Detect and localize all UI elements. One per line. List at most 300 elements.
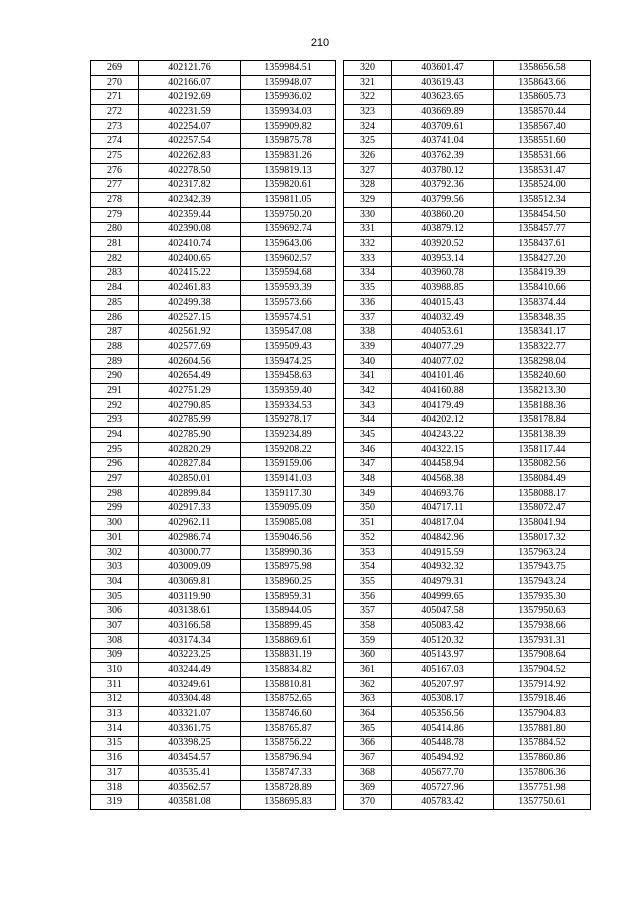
point-number-cell: 348: [344, 472, 392, 487]
x-coordinate-cell: 403000.77: [139, 545, 241, 560]
y-coordinate-cell: 1357918.46: [494, 692, 591, 707]
y-coordinate-cell: 1357750.61: [494, 795, 591, 810]
x-coordinate-cell: 403623.65: [392, 90, 494, 105]
y-coordinate-cell: 1359509.43: [241, 340, 336, 355]
x-coordinate-cell: 402527.15: [139, 310, 241, 325]
point-number-cell: 309: [91, 648, 139, 663]
point-number-cell: 277: [91, 178, 139, 193]
x-coordinate-cell: 403988.85: [392, 281, 494, 296]
x-coordinate-cell: 404015.43: [392, 296, 494, 311]
y-coordinate-cell: 1358656.58: [494, 61, 591, 76]
y-coordinate-cell: 1357938.66: [494, 619, 591, 634]
y-coordinate-cell: 1359948.07: [241, 75, 336, 90]
x-coordinate-cell: 402986.74: [139, 531, 241, 546]
x-coordinate-cell: 403454.57: [139, 751, 241, 766]
y-coordinate-cell: 1358831.19: [241, 648, 336, 663]
point-number-cell: 279: [91, 207, 139, 222]
table-row: [91, 707, 336, 722]
point-number-cell: 310: [91, 663, 139, 678]
point-number-cell: 284: [91, 281, 139, 296]
y-coordinate-cell: 1357931.31: [494, 633, 591, 648]
x-coordinate-cell: 402262.83: [139, 149, 241, 164]
x-coordinate-cell: 403709.61: [392, 119, 494, 134]
y-coordinate-cell: 1358747.33: [241, 766, 336, 781]
table-row: [91, 736, 336, 751]
table-row: [91, 545, 336, 560]
y-coordinate-cell: 1358834.82: [241, 663, 336, 678]
y-coordinate-cell: 1357963.24: [494, 545, 591, 560]
x-coordinate-cell: 403244.49: [139, 663, 241, 678]
table-row: [91, 207, 336, 222]
y-coordinate-cell: 1358531.47: [494, 163, 591, 178]
point-number-cell: 333: [344, 251, 392, 266]
point-number-cell: 290: [91, 369, 139, 384]
x-coordinate-cell: 404077.02: [392, 354, 494, 369]
y-coordinate-cell: 1358810.81: [241, 677, 336, 692]
table-row: [344, 75, 591, 90]
x-coordinate-cell: 403321.07: [139, 707, 241, 722]
y-coordinate-cell: 1357904.52: [494, 663, 591, 678]
table-row: [344, 354, 591, 369]
table-row: [91, 531, 336, 546]
point-number-cell: 357: [344, 604, 392, 619]
x-coordinate-cell: 403669.89: [392, 105, 494, 120]
x-coordinate-cell: 402499.38: [139, 296, 241, 311]
y-coordinate-cell: 1359692.74: [241, 222, 336, 237]
x-coordinate-cell: 402850.01: [139, 472, 241, 487]
x-coordinate-cell: 402257.54: [139, 134, 241, 149]
x-coordinate-cell: 404243.22: [392, 428, 494, 443]
table-row: [91, 663, 336, 678]
y-coordinate-cell: 1359095.09: [241, 501, 336, 516]
y-coordinate-cell: 1357935.30: [494, 589, 591, 604]
x-coordinate-cell: 402192.69: [139, 90, 241, 105]
x-coordinate-cell: 403762.39: [392, 149, 494, 164]
point-number-cell: 318: [91, 780, 139, 795]
table-row: [344, 369, 591, 384]
table-row: [91, 163, 336, 178]
point-number-cell: 272: [91, 105, 139, 120]
point-number-cell: 339: [344, 340, 392, 355]
y-coordinate-cell: 1358410.66: [494, 281, 591, 296]
table-row: [344, 721, 591, 736]
x-coordinate-cell: 403249.61: [139, 677, 241, 692]
y-coordinate-cell: 1358178.84: [494, 413, 591, 428]
x-coordinate-cell: 403741.04: [392, 134, 494, 149]
x-coordinate-cell: 405083.42: [392, 619, 494, 634]
x-coordinate-cell: 402121.76: [139, 61, 241, 76]
y-coordinate-cell: 1358454.50: [494, 207, 591, 222]
table-row: [91, 369, 336, 384]
y-coordinate-cell: 1358756.22: [241, 736, 336, 751]
x-coordinate-cell: 403361.75: [139, 721, 241, 736]
y-coordinate-cell: 1359474.25: [241, 354, 336, 369]
point-number-cell: 287: [91, 325, 139, 340]
y-coordinate-cell: 1357904.83: [494, 707, 591, 722]
y-coordinate-cell: 1358213.30: [494, 384, 591, 399]
point-number-cell: 369: [344, 780, 392, 795]
table-row: [91, 90, 336, 105]
point-number-cell: 278: [91, 193, 139, 208]
table-row: [344, 384, 591, 399]
y-coordinate-cell: 1359831.26: [241, 149, 336, 164]
y-coordinate-cell: 1358960.25: [241, 575, 336, 590]
x-coordinate-cell: 403960.78: [392, 266, 494, 281]
x-coordinate-cell: 402415.22: [139, 266, 241, 281]
table-row: [344, 589, 591, 604]
table-row: [91, 354, 336, 369]
x-coordinate-cell: 402751.29: [139, 384, 241, 399]
table-row: [344, 736, 591, 751]
x-coordinate-cell: 404979.31: [392, 575, 494, 590]
x-coordinate-cell: 402561.92: [139, 325, 241, 340]
point-number-cell: 296: [91, 457, 139, 472]
y-coordinate-cell: 1358512.34: [494, 193, 591, 208]
x-coordinate-cell: 402231.59: [139, 105, 241, 120]
y-coordinate-cell: 1357806.36: [494, 766, 591, 781]
point-number-cell: 353: [344, 545, 392, 560]
x-coordinate-cell: 403780.12: [392, 163, 494, 178]
point-number-cell: 362: [344, 677, 392, 692]
x-coordinate-cell: 403138.61: [139, 604, 241, 619]
point-number-cell: 341: [344, 369, 392, 384]
point-number-cell: 329: [344, 193, 392, 208]
table-row: [91, 266, 336, 281]
x-coordinate-cell: 404915.59: [392, 545, 494, 560]
table-row: [344, 560, 591, 575]
table-row: [91, 501, 336, 516]
point-number-cell: 304: [91, 575, 139, 590]
point-number-cell: 335: [344, 281, 392, 296]
x-coordinate-cell: 404999.65: [392, 589, 494, 604]
y-coordinate-cell: 1358643.66: [494, 75, 591, 90]
point-number-cell: 300: [91, 516, 139, 531]
point-number-cell: 356: [344, 589, 392, 604]
table-row: [344, 516, 591, 531]
table-row: [91, 310, 336, 325]
point-number-cell: 306: [91, 604, 139, 619]
point-number-cell: 319: [91, 795, 139, 810]
table-row: [91, 604, 336, 619]
y-coordinate-cell: 1357881.80: [494, 721, 591, 736]
point-number-cell: 337: [344, 310, 392, 325]
x-coordinate-cell: 403174.34: [139, 633, 241, 648]
point-number-cell: 303: [91, 560, 139, 575]
y-coordinate-cell: 1358138.39: [494, 428, 591, 443]
point-number-cell: 368: [344, 766, 392, 781]
x-coordinate-cell: 402390.08: [139, 222, 241, 237]
point-number-cell: 360: [344, 648, 392, 663]
x-coordinate-cell: 403562.57: [139, 780, 241, 795]
y-coordinate-cell: 1358959.31: [241, 589, 336, 604]
y-coordinate-cell: 1358041.94: [494, 516, 591, 531]
y-coordinate-cell: 1358765.87: [241, 721, 336, 736]
x-coordinate-cell: 402785.99: [139, 413, 241, 428]
point-number-cell: 298: [91, 486, 139, 501]
point-number-cell: 343: [344, 398, 392, 413]
table-row: [91, 281, 336, 296]
table-row: [344, 281, 591, 296]
y-coordinate-cell: 1358567.40: [494, 119, 591, 134]
table-row: [344, 134, 591, 149]
y-coordinate-cell: 1358746.60: [241, 707, 336, 722]
y-coordinate-cell: 1359046.56: [241, 531, 336, 546]
y-coordinate-cell: 1358796.94: [241, 751, 336, 766]
point-number-cell: 285: [91, 296, 139, 311]
point-number-cell: 336: [344, 296, 392, 311]
x-coordinate-cell: 402166.07: [139, 75, 241, 90]
point-number-cell: 334: [344, 266, 392, 281]
table-row: [91, 384, 336, 399]
point-number-cell: 297: [91, 472, 139, 487]
y-coordinate-cell: 1359594.68: [241, 266, 336, 281]
x-coordinate-cell: 402342.39: [139, 193, 241, 208]
table-row: [91, 575, 336, 590]
y-coordinate-cell: 1359234.89: [241, 428, 336, 443]
point-number-cell: 286: [91, 310, 139, 325]
point-number-cell: 354: [344, 560, 392, 575]
table-row: [344, 457, 591, 472]
y-coordinate-cell: 1359643.06: [241, 237, 336, 252]
point-number-cell: 292: [91, 398, 139, 413]
point-number-cell: 307: [91, 619, 139, 634]
point-number-cell: 294: [91, 428, 139, 443]
y-coordinate-cell: 1359117.30: [241, 486, 336, 501]
y-coordinate-cell: 1359909.82: [241, 119, 336, 134]
y-coordinate-cell: 1359359.40: [241, 384, 336, 399]
x-coordinate-cell: 404179.49: [392, 398, 494, 413]
x-coordinate-cell: 405677.70: [392, 766, 494, 781]
y-coordinate-cell: 1359573.66: [241, 296, 336, 311]
x-coordinate-cell: 403166.58: [139, 619, 241, 634]
x-coordinate-cell: 404568.38: [392, 472, 494, 487]
y-coordinate-cell: 1358899.45: [241, 619, 336, 634]
table-row: [91, 486, 336, 501]
table-row: [91, 193, 336, 208]
table-row: [91, 457, 336, 472]
x-coordinate-cell: 402917.33: [139, 501, 241, 516]
table-row: [91, 398, 336, 413]
y-coordinate-cell: 1358524.00: [494, 178, 591, 193]
x-coordinate-cell: 404932.32: [392, 560, 494, 575]
x-coordinate-cell: 402278.50: [139, 163, 241, 178]
x-coordinate-cell: 403398.25: [139, 736, 241, 751]
x-coordinate-cell: 405448.78: [392, 736, 494, 751]
x-coordinate-cell: 405143.97: [392, 648, 494, 663]
table-row: [344, 780, 591, 795]
y-coordinate-cell: 1358752.65: [241, 692, 336, 707]
y-coordinate-cell: 1359936.02: [241, 90, 336, 105]
table-row: [344, 193, 591, 208]
point-number-cell: 274: [91, 134, 139, 149]
x-coordinate-cell: 402820.29: [139, 442, 241, 457]
table-row: [344, 398, 591, 413]
point-number-cell: 295: [91, 442, 139, 457]
x-coordinate-cell: 403860.20: [392, 207, 494, 222]
table-row: [344, 413, 591, 428]
y-coordinate-cell: 1358117.44: [494, 442, 591, 457]
table-row: [91, 589, 336, 604]
x-coordinate-cell: 402254.07: [139, 119, 241, 134]
table-row: [91, 633, 336, 648]
point-number-cell: 291: [91, 384, 139, 399]
y-coordinate-cell: 1358084.49: [494, 472, 591, 487]
y-coordinate-cell: 1359984.51: [241, 61, 336, 76]
table-row: [344, 207, 591, 222]
y-coordinate-cell: 1358605.73: [494, 90, 591, 105]
table-row: [344, 178, 591, 193]
x-coordinate-cell: 402827.84: [139, 457, 241, 472]
y-coordinate-cell: 1357908.64: [494, 648, 591, 663]
point-number-cell: 299: [91, 501, 139, 516]
point-number-cell: 352: [344, 531, 392, 546]
table-row: [91, 237, 336, 252]
point-number-cell: 271: [91, 90, 139, 105]
x-coordinate-cell: 405047.58: [392, 604, 494, 619]
table-row: [344, 222, 591, 237]
point-number-cell: 313: [91, 707, 139, 722]
table-row: [344, 90, 591, 105]
y-coordinate-cell: 1359159.06: [241, 457, 336, 472]
point-number-cell: 312: [91, 692, 139, 707]
point-number-cell: 365: [344, 721, 392, 736]
x-coordinate-cell: 404817.04: [392, 516, 494, 531]
point-number-cell: 317: [91, 766, 139, 781]
table-row: [91, 178, 336, 193]
x-coordinate-cell: 405727.96: [392, 780, 494, 795]
x-coordinate-cell: 403119.90: [139, 589, 241, 604]
y-coordinate-cell: 1358728.89: [241, 780, 336, 795]
x-coordinate-cell: 403953.14: [392, 251, 494, 266]
y-coordinate-cell: 1358082.56: [494, 457, 591, 472]
table-row: [344, 486, 591, 501]
table-row: [344, 340, 591, 355]
y-coordinate-cell: 1359819.13: [241, 163, 336, 178]
point-number-cell: 269: [91, 61, 139, 76]
x-coordinate-cell: 402899.84: [139, 486, 241, 501]
point-number-cell: 293: [91, 413, 139, 428]
x-coordinate-cell: 403069.81: [139, 575, 241, 590]
x-coordinate-cell: 403581.08: [139, 795, 241, 810]
table-row: [91, 795, 336, 810]
x-coordinate-cell: 402359.44: [139, 207, 241, 222]
x-coordinate-cell: 404322.15: [392, 442, 494, 457]
page-number: 210: [310, 37, 330, 49]
point-number-cell: 367: [344, 751, 392, 766]
point-number-cell: 276: [91, 163, 139, 178]
y-coordinate-cell: 1358072.47: [494, 501, 591, 516]
y-coordinate-cell: 1359593.39: [241, 281, 336, 296]
point-number-cell: 308: [91, 633, 139, 648]
table-row: [344, 619, 591, 634]
table-row: [91, 325, 336, 340]
table-row: [344, 442, 591, 457]
table-row: [344, 604, 591, 619]
x-coordinate-cell: 403920.52: [392, 237, 494, 252]
y-coordinate-cell: 1358088.17: [494, 486, 591, 501]
x-coordinate-cell: 405783.42: [392, 795, 494, 810]
table-row: [344, 648, 591, 663]
y-coordinate-cell: 1357860.86: [494, 751, 591, 766]
y-coordinate-cell: 1359085.08: [241, 516, 336, 531]
x-coordinate-cell: 403009.09: [139, 560, 241, 575]
point-number-cell: 331: [344, 222, 392, 237]
point-number-cell: 361: [344, 663, 392, 678]
y-coordinate-cell: 1358944.05: [241, 604, 336, 619]
point-number-cell: 326: [344, 149, 392, 164]
y-coordinate-cell: 1357751.98: [494, 780, 591, 795]
x-coordinate-cell: 404032.49: [392, 310, 494, 325]
x-coordinate-cell: 402654.49: [139, 369, 241, 384]
table-row: [344, 545, 591, 560]
table-row: [344, 472, 591, 487]
x-coordinate-cell: 404077.29: [392, 340, 494, 355]
table-row: [344, 501, 591, 516]
table-row: [91, 340, 336, 355]
table-row: [91, 721, 336, 736]
table-row: [91, 105, 336, 120]
table-row: [344, 663, 591, 678]
table-row: [91, 780, 336, 795]
y-coordinate-cell: 1359811.05: [241, 193, 336, 208]
x-coordinate-cell: 404202.12: [392, 413, 494, 428]
x-coordinate-cell: 405120.32: [392, 633, 494, 648]
y-coordinate-cell: 1359574.51: [241, 310, 336, 325]
table-row: [91, 442, 336, 457]
y-coordinate-cell: 1357943.24: [494, 575, 591, 590]
table-row: [344, 325, 591, 340]
point-number-cell: 270: [91, 75, 139, 90]
y-coordinate-cell: 1357950.63: [494, 604, 591, 619]
point-number-cell: 273: [91, 119, 139, 134]
table-row: [91, 751, 336, 766]
y-coordinate-cell: 1358551.60: [494, 134, 591, 149]
x-coordinate-cell: 402317.82: [139, 178, 241, 193]
point-number-cell: 288: [91, 340, 139, 355]
y-coordinate-cell: 1358017.32: [494, 531, 591, 546]
y-coordinate-cell: 1359602.57: [241, 251, 336, 266]
table-row: [91, 560, 336, 575]
y-coordinate-cell: 1358427.20: [494, 251, 591, 266]
x-coordinate-cell: 404160.88: [392, 384, 494, 399]
table-row: [91, 61, 336, 76]
table-row: [91, 677, 336, 692]
x-coordinate-cell: 403601.47: [392, 61, 494, 76]
x-coordinate-cell: 402790.85: [139, 398, 241, 413]
y-coordinate-cell: 1359334.53: [241, 398, 336, 413]
x-coordinate-cell: 402577.69: [139, 340, 241, 355]
point-number-cell: 322: [344, 90, 392, 105]
point-number-cell: 320: [344, 61, 392, 76]
y-coordinate-cell: 1358531.66: [494, 149, 591, 164]
point-number-cell: 363: [344, 692, 392, 707]
point-number-cell: 316: [91, 751, 139, 766]
point-number-cell: 370: [344, 795, 392, 810]
x-coordinate-cell: 404693.76: [392, 486, 494, 501]
table-row: [344, 751, 591, 766]
y-coordinate-cell: 1358990.36: [241, 545, 336, 560]
table-row: [344, 163, 591, 178]
y-coordinate-cell: 1358975.98: [241, 560, 336, 575]
x-coordinate-cell: 405414.86: [392, 721, 494, 736]
table-row: [344, 795, 591, 810]
point-number-cell: 283: [91, 266, 139, 281]
x-coordinate-cell: 405494.92: [392, 751, 494, 766]
point-number-cell: 342: [344, 384, 392, 399]
table-row: [91, 251, 336, 266]
y-coordinate-cell: 1358419.39: [494, 266, 591, 281]
x-coordinate-cell: 402785.90: [139, 428, 241, 443]
